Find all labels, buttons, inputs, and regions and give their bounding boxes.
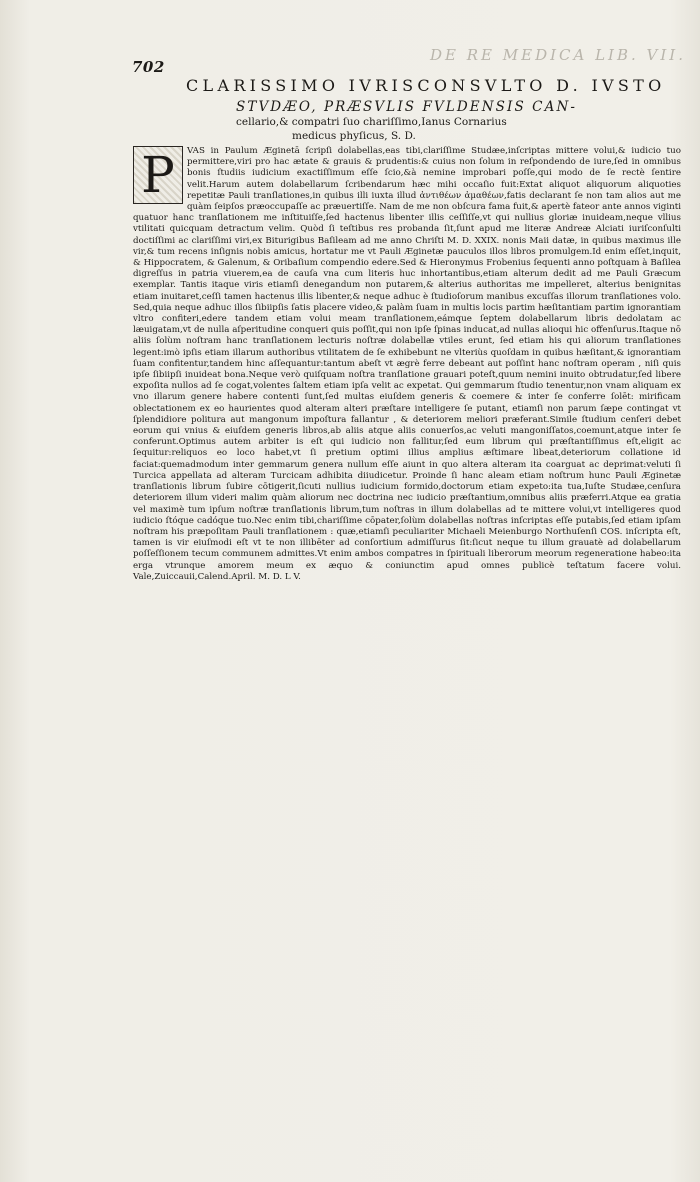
letter-text: VAS in Paulum Æginetā ſcripſi dolabellas,eas tibi,clariſſime Studæe,inſcriptas mittere volui,& iudicio tuo permittere,viri pro hac ætate & grauis & prudentis:& cuius non ſolum in reſpondendo de iure,ſed in omnibus bonis ſtudiis iudicium exactiſſimum eſſe ſcio,&à nemine improbari poſſe,qui modo de ſe rectè ſentire velit.Harum autem dolabellarum ſcribendarum hæc mihi occaſio fuit:Extat aliquot aliquorum aliquoties repetitæ Pauli tranſlationes,in quibus illi iuxta illud ἀντιθέων ἀμαθέων,fatis declarant ſe non tam alios aut me quàm ſeipſos præoccupaſſe ac præuertiſſe. Nam de me non obſcura fama fuit,& apertè fateor ante annos viginti quatuor hanc tranſlationem me inſtituiſſe,ſed hactenus libenter illis ceſſiſſe,vt qui nullius gloriæ inuideam,neque vllius vtilitati quicquam detractum velim. Quòd ſi teſtibus res probanda ſit,ſunt apud me literæ Andreæ Alciati iuriſconſulti doctiſſimi ac clariſſimi viri,ex Biturigibus Baſileam ad me anno Chriſti M. D. XXIX. nonis Maii datæ, in quibus maximus ille vir,& tum recens inſignis nobis amicus, hortatur me vt Pauli Æginetæ pauculos illos libros promulgem.Id enim eſſet,inquit, & Hippocratem, & Galenum, & Oribaſium compendio edere.Sed & Hieronymus Frobenius ſequenti anno poſtquam à Baſilea digreſſus in patria viuerem,ea de cauſa vna cum literis huc inhortantibus,etiam alterum dedit ad me Pauli Græcum exemplar. Tantis itaque viris etiamſi denegandum non putarem,& alterius authoritas me impelleret, alterius benignitas etiam inuitaret,ceſſi tamen hactenus illis libenter,& neque adhuc è ſtudioſorum manibus excuſſas illorum tranſlationes volo. Sed,quia neque adhuc illos ſibiipſis ſatis placere video,& palàm ſuam in multis locis partim hæſitantiam partim ignorantiam vltro confiteri,edere tandem etiam volui meam tranſlationem,eámque ſeptem dolabellarum libris dedolatam ac læuigatam,vt de nulla aſperitudine conqueri quis poſſit,qui non ipſe ſpinas inducat,ad nullas alioqui hic offenſurus.Itaque nō aliis ſolùm noſtram hanc tranſlationem lecturis noſtræ dolabellæ vtiles erunt, ſed etiam his qui aliorum tranſlationes legent:imò ipſis etiam illarum authoribus vtilitatem de ſe exhibebunt ne vlteriùs quoſdam in quibus hæſitant,& ignorantiam ſuam confitentur,tandem hinc aſſequantur:tantum abeſt vt ægrè ferre debeant aut poſſint hanc noſtram operam , niſi quis ipſe ſibiipſi inuideat bona.Neque verò quiſquam noſtra tranſlatione grauari poteſt,quum nemini inuito obtrudatur,ſed libere expoſita nullos ad ſe cogat,volentes ſaltem etiam ipſa velit ac expetat. Qui gemmarum ſtudio tenentur,non vnam aliquam ex vno illarum genere habere contenti ſunt,ſed multas eiuſdem generis & coemere & inter ſe conferre ſolēt: mirificam oblectationem ex eo haurientes quod alteram alteri præſtare intelligere ſe putant, etiamſi non parum ſæpe contingat vt ſplendidiore politura aut mangonum impoſtura fallantur , & deteriorem meliori præferant.Simile ſtudium cenſeri debet eorum qui vnius & eiuſdem generis libros,ab aliis atque aliis conuerſos,ac veluti mangoniſſatos,coemunt,atque inter ſe conferunt.Optimus autem arbiter is eſt qui iudicio non fallitur,ſed eum librum qui præſtantiſſimus eſt,eligit ac ſequitur:reliquos eo loco habet,vt ſi pretium optimi illius amplius æſtimare libeat,deteriorum collatione id faciat:quemadmodum inter gemmarum genera nullum eſſe aiunt in quo altera alteram ita coarguat ac deprimat:veluti ſi Turcica appellata ad alteram Turcicam adhibita diiudicetur. Proinde ſi hanc aleam etiam noſtrum hunc Pauli Æginetæ tranſlationis librum ſubire cōtigerit,ſicuti nullius iudicium formido,doctorum etiam expeto:ita tua,Iuſte Studæe,cenſura deteriorem illum videri malim quàm aliorum nec doctrina nec iudicio præſtantium,omnibus aliis præferri.Atque ea gratia vel maximè tum ipſum noſtræ tranſlationis librum,tum noſtras in illum dolabellas ad te mittere volui,vt intelligeres quod iudicio ſtóque cadóque tuo.Nec enim tibi,chariſſime cōpater,ſolùm dolabellas noſtras inſcriptas eſſe putabis,ſed etiam ipſam noſtram his præpoſitam Pauli tranſlationem : quæ,etiamſi peculiariter Michaeli Meienburgo Northuſenſi COS. inſcripta eſt, tamen is vir eiuſmodi eſt vt te non illibēter ad conſortium admiſſurus ſit:ſicut neque tu illum grauatè ad dolabellarum poſſeſſionem tecum communem admittes.Vt enim ambos compatres in ſpirituali liberorum meorum regeneratione habeo:ita erga vtrunque amorem meum ex æquo & coniunctim apud omnes publicè teſtatum facere volui. Vale,Zuiccauii,Calend.April. M. D. L V. (133, 146, 681, 582)
letter-body (133, 146, 681, 583)
dedication-title-line-4: medicus phyſicus, S. D. (292, 130, 416, 142)
dedication-title-line-3: cellario,& compatri ſuo chariſſimo,Ianus Cornarius (236, 116, 507, 128)
dedication-title-line-2: STVDÆO, PRÆSVLIS FVLDENSIS CAN- (236, 99, 578, 115)
running-head: DE RE MEDICA LIB. VII. (430, 46, 686, 64)
initial-space (133, 146, 187, 206)
initial-letter: P (141, 146, 175, 204)
dedication-title-line-1: CLARISSIMO IVRISCONSVLTO D. IVSTO (186, 76, 666, 95)
page-number: 702 (132, 58, 165, 76)
